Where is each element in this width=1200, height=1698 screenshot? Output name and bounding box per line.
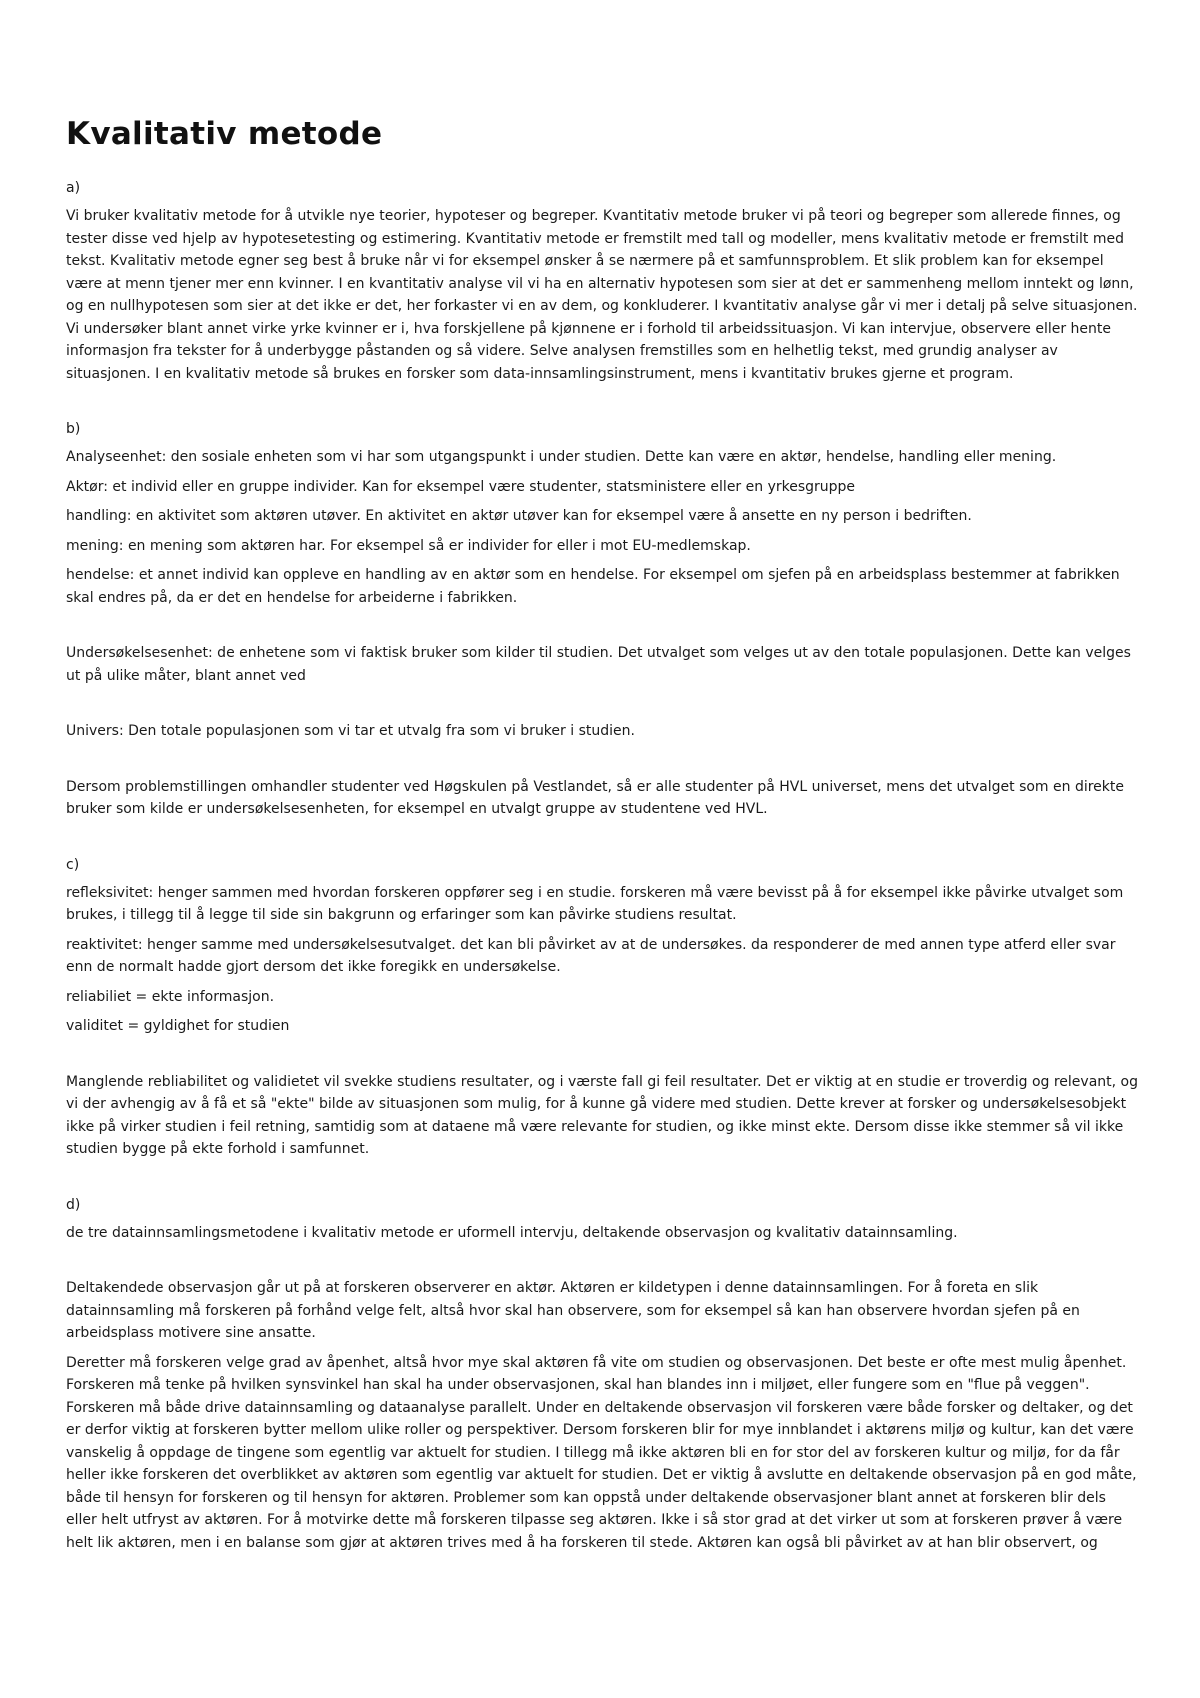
paragraph: validitet = gyldighet for studien xyxy=(66,1018,290,1034)
paragraph: de tre datainnsamlingsmetodene i kvalitativ metode er uformell intervju, deltakende observasjon og kvalitativ datainnsamling. xyxy=(66,1224,958,1241)
paragraph: Manglende rebliabilitet og validietet vil svekke studiens resultater, og i værste fall gi feil resultater. Det er viktig at en studie er troverdig og relevant, og vi der avhengig av å få et så "ekte" bilde av situasjonen som mulig, for å kunne gå videre med studien. Dette krever at forsker og undersøkelsesobjekt ikke på virker studien i feil retning, samtidig som at dataene må være relevante for studien, og ikke minst ekte. Dersom disse ikke stemmer så vil ikke studien bygge på ekte forhold i samfunnet. xyxy=(66,1073,1138,1157)
paragraph: Analyseenhet: den sosiale enheten som vi har som utgangspunkt i under studien. Dette kan være en aktør, hendelse, handling eller mening. xyxy=(66,449,1057,465)
paragraph: Univers: Den totale populasjonen som vi tar et utvalg fra som vi bruker i studien. xyxy=(66,723,635,739)
paragraph: Dersom problemstillingen omhandler studenter ved Høgskulen på Vestlandet, så er alle studenter på HVL universet, mens det utvalget som en direkte bruker som kilde er undersøkelsesenheten, for eksempel en utvalgt gruppe av studentene ved HVL. xyxy=(66,778,1124,817)
section-label-c: c) xyxy=(66,856,80,873)
paragraph: mening: en mening som aktøren har. For eksempel så er individer for eller i mot EU-medlemskap. xyxy=(66,537,751,554)
paragraph: handling: en aktivitet som aktøren utøver. En aktivitet en aktør utøver kan for eksempel være å ansette en ny person i bedriften. xyxy=(66,508,972,524)
paragraph: reaktivitet: henger samme med undersøkelsesutvalget. det kan bli påvirket av at de undersøkes. da responderer de med annen type atferd eller svar enn de normalt hadde gjort dersom det ikke foregikk en undersøkelse. xyxy=(66,936,1116,975)
page-title: Kvalitativ metode xyxy=(66,116,383,152)
paragraph: Aktør: et individ eller en gruppe individer. Kan for eksempel være studenter, statsministere eller en yrkesgruppe xyxy=(66,478,856,495)
section-label-d: d) xyxy=(66,1196,81,1213)
paragraph: Undersøkelsesenhet: de enhetene som vi faktisk bruker som kilder til studien. Det utvalget som velges ut av den totale populasjonen. Dette kan velges ut på ulike måter, blant annet ved xyxy=(66,645,1131,684)
section-label-b: b) xyxy=(66,421,81,437)
paragraph: hendelse: et annet individ kan oppleve en handling av en aktør som en hendelse. For eksempel om sjefen på en arbeidsplass bestemmer at fabrikken skal endres på, da er det en hendelse for arbeiderne i fabrikken. xyxy=(66,567,1120,606)
paragraph: refleksivitet: henger sammen med hvordan forskeren oppfører seg i en studie. forskeren må være bevisst på å for eksempel ikke påvirke utvalget som brukes, i tillegg til å legge til side sin bakgrunn og erfaringer som kan påvirke studiens resultat. xyxy=(66,884,1124,923)
paragraph: Vi bruker kvalitativ metode for å utvikle nye teorier, hypoteser og begreper. Kvantitativ metode bruker vi på teori og begreper som allerede finnes, og tester disse ved hjelp av hypotesetesting og estimering. Kvantitativ metode er fremstilt med tall og modeller, mens kvalitativ metode er fremstilt med tekst. Kvalitativ metode egner seg best å bruke når vi for eksempel ønsker å se nærmere på et samfunnsproblem. Et slik problem kan for eksempel være at menn tjener mer enn kvinner. I en kvantitativ analyse vil vi ha en alternativ hypotesen som sier at det er sammenheng mellom inntekt og lønn, og en nullhypotesen som sier at det ikke er det, her forkaster vi en av dem, og konkluderer. I kvantitativ analyse går vi mer i detalj på selve situasjonen. Vi undersøker blant annet virke yrke kvinner er i, hva forskjellene på kjønnene er i forhold til arbeidssituasjon. Vi kan intervjue, observere eller hente informasjon fra tekster for å underbygge påstanden og så videre. Selve analysen fremstilles som en helhetlig tekst, med grundig analyser av situasjonen. I en kvalitativ metode så brukes en forsker som data-innsamlingsinstrument, mens i kvantitativ brukes gjerne et program. xyxy=(66,208,1138,382)
paragraph: reliabiliet = ekte informasjon. xyxy=(66,988,275,1005)
section-label-a: a) xyxy=(66,180,81,196)
paragraph: Deretter må forskeren velge grad av åpenhet, altså hvor mye skal aktøren få vite om studien og observasjonen. Det beste er ofte mest mulig åpenhet. Forskeren må tenke på hvilken synsvinkel han skal ha under observasjonen, skal han blandes inn i miljøet, eller fungere som en "flue på veggen". Forskeren må både drive datainnsamling og dataanalyse parallelt. Under en deltakende observasjon vil forskeren være både forsker og deltaker, og det er derfor viktig at forskeren bytter mellom ulike roller og perspektiver. Dersom forskeren blir for mye innblandet i aktørens miljø og kultur, kan det være vanskelig å oppdage de tingene som egentlig var aktuelt for studien. I tillegg må ikke aktøren bli en for stor del av forskeren kultur og miljø, for da får heller ikke forskeren det overblikket av aktøren som egentlig var aktuelt for studien. Det er viktig å avslutte en deltakende observasjon på en god måte, både til hensyn for forskeren og til hensyn for aktøren. Problemer som kan oppstå under deltakende observasjoner blant annet at forskeren blir dels eller helt utfryst av aktøren. For å motvirke dette må forskeren tilpasse seg aktøren. Ikke i så stor grad at det virker ut som at forskeren prøver å være helt lik aktøren, men i en balanse som gjør at aktøren trives med å ha forskeren til stede. Aktøren kan også bli påvirket av at han blir observert, og xyxy=(66,1354,1137,1551)
paragraph: Deltakendede observasjon går ut på at forskeren observerer en aktør. Aktøren er kildetypen i denne datainnsamlingen. For å foreta en slik datainnsamling må forskeren på forhånd velge felt, altså hvor skal han observere, som for eksempel så kan han observere hvordan sjefen på en arbeidsplass motivere sine ansatte. xyxy=(66,1280,1080,1341)
